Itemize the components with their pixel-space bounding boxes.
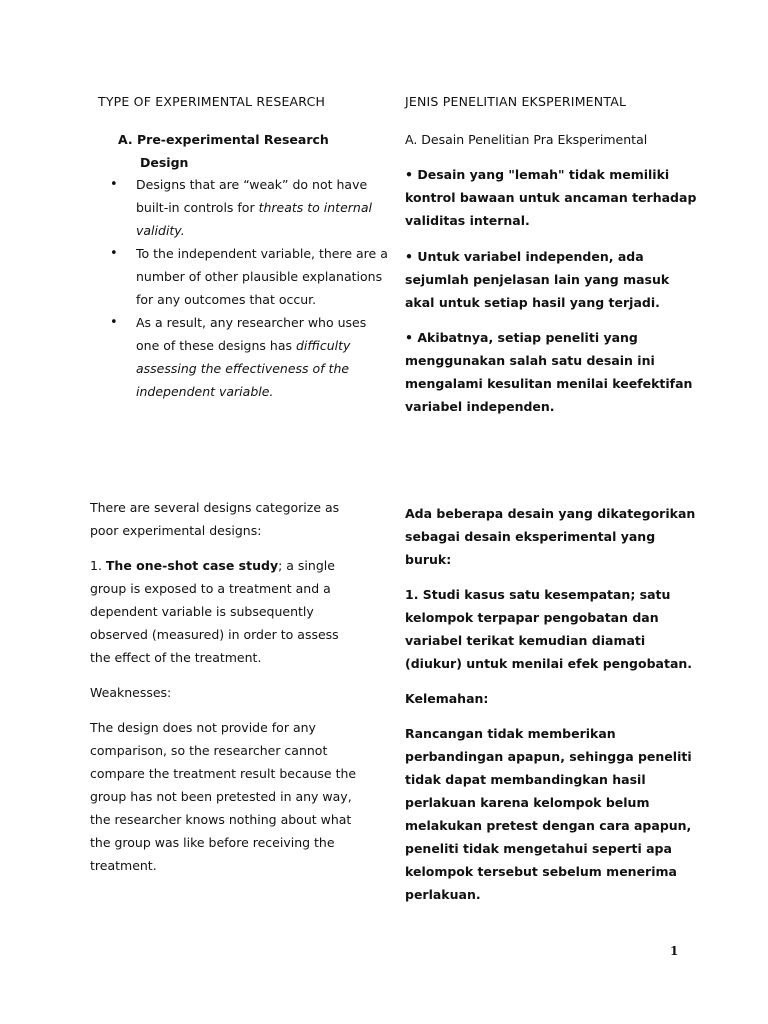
indonesian-intro-paragraph: Ada beberapa desain yang dikategorikan sebagai desain eksperimental yang buruk: <box>405 506 696 567</box>
english-weaknesses-label: Weaknesses: <box>90 685 172 700</box>
english-item-1-term: The one-shot case study <box>105 558 279 573</box>
english-title: TYPE OF EXPERIMENTAL RESEARCH <box>98 94 326 109</box>
english-intro-paragraph: There are several designs categorize as poor experimental designs: <box>90 500 340 538</box>
english-item-1: 1. The one-shot case study; a single group is exposed to a treatment and a dependent variable is subsequently observed (measured) in order to assess the effect of the treatment. <box>90 558 339 665</box>
english-bullet-list <box>110 173 391 403</box>
english-bullet-2: • To the independent variable, there are a number of other plausible explanations for any outcomes that occur. <box>136 242 391 311</box>
english-bullet-1: • Designs that are “weak” do not have built-in controls for threats to internal validity. <box>136 173 391 242</box>
indonesian-weaknesses-label: Kelemahan: <box>405 691 489 706</box>
english-section-a-heading <box>118 128 368 174</box>
indonesian-bullet-1: • Desain yang "lemah" tidak memiliki kontrol bawaan untuk ancaman terhadap validitas internal. <box>405 167 697 228</box>
indonesian-item-1: 1. Studi kasus satu kesempatan; satu kelompok terpapar pengobatan dan variabel terikat kemudian diamati (diukur) untuk menilai efek pengobatan. <box>405 587 693 671</box>
english-weaknesses-text: The design does not provide for any comparison, so the researcher cannot compare the treatment result because the group has not been pretested in any way, the researcher knows nothing about what the group was like before receiving the treatment. <box>90 720 357 873</box>
indonesian-bullet-2: • Untuk variabel independen, ada sejumlah penjelasan lain yang masuk akal untuk setiap hasil yang terjadi. <box>405 249 670 310</box>
indonesian-weaknesses-text: Rancangan tidak memberikan perbandingan apapun, sehingga peneliti tidak dapat membandingkan hasil perlakuan karena kelompok belum melakukan pretest dengan cara apapun, peneliti tidak mengetahui seperti apa kelompok tersebut sebelum menerima perlakuan. <box>405 726 692 902</box>
english-section-a-line2: Design <box>140 155 189 170</box>
indonesian-section-a-heading: A. Desain Penelitian Pra Eksperimental <box>405 132 648 147</box>
indonesian-title: JENIS PENELITIAN EKSPERIMENTAL <box>405 94 627 109</box>
english-bullet-3: • As a result, any researcher who uses one of these designs has difficulty assessing the effectiveness of the independent variable. <box>136 311 391 403</box>
page-number: 1 <box>670 944 679 958</box>
english-section-a-line1: A. Pre-experimental Research <box>118 132 329 147</box>
indonesian-bullet-3: • Akibatnya, setiap peneliti yang menggunakan salah satu desain ini mengalami kesulitan menilai keefektifan variabel independen. <box>405 330 693 414</box>
